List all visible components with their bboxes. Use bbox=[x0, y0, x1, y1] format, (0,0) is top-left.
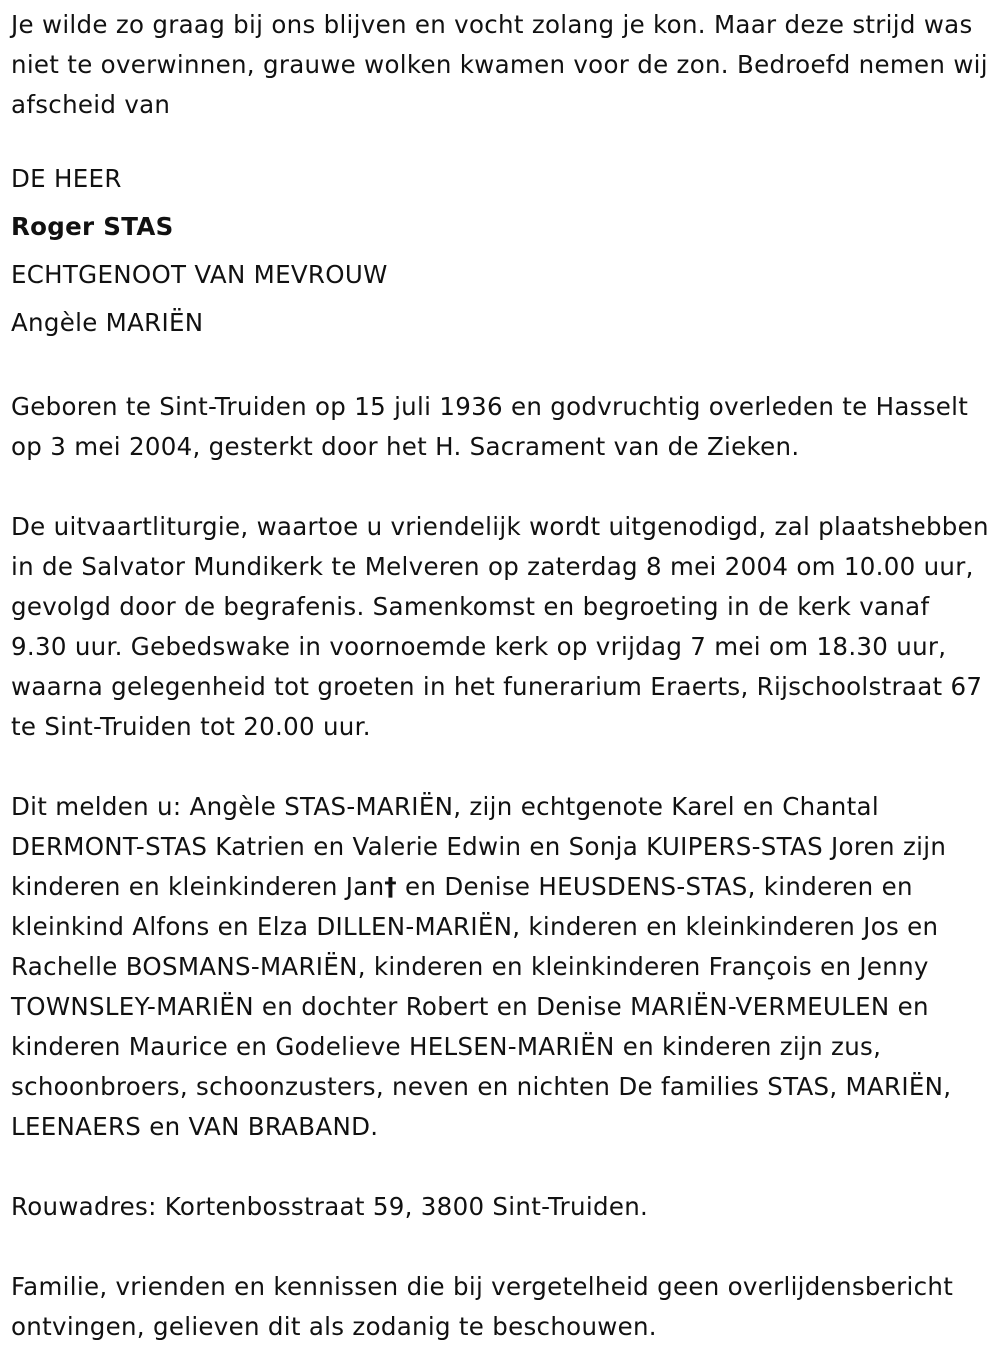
birth-death-paragraph: Geboren te Sint-Truiden op 15 juli 1936 en godvruchtig overleden te Hasselt op 3 mei 2004, gesterkt door het H. Sacrament van de Zieken. bbox=[11, 392, 969, 461]
closing-paragraph: Familie, vrienden en kennissen die bij vergetelheid geen overlijdensbericht ontvingen, gelieven dit als zodanig te beschouwen. bbox=[11, 1272, 954, 1341]
address-paragraph: Rouwadres: Kortenbosstraat 59, 3800 Sint-Truiden. bbox=[11, 1192, 649, 1221]
cross-icon: † bbox=[384, 872, 397, 901]
family-text-part1: Dit melden u: Angèle STAS-MARIËN, zijn echtgenote Karel en Chantal DERMONT-STAS Katrien en Valerie Edwin en Sonja KUIPERS-STAS Joren zijn kinderen en kleinkinderen Jan bbox=[11, 792, 947, 901]
intro-paragraph: Je wilde zo graag bij ons blijven en vocht zolang je kon. Maar deze strijd was niet te overwinnen, grauwe wolken kwamen voor de zon. Bedroefd nemen wij afscheid van bbox=[11, 10, 988, 119]
spouse-label: ECHTGENOOT VAN MEVROUW bbox=[11, 260, 388, 289]
deceased-name: Roger STAS bbox=[11, 212, 174, 241]
family-paragraph bbox=[11, 787, 991, 1147]
deceased-title: DE HEER bbox=[11, 164, 122, 193]
spouse-name: Angèle MARIËN bbox=[11, 308, 204, 337]
obituary-document bbox=[11, 5, 991, 1347]
family-text-part2: en Denise HEUSDENS-STAS, kinderen en kleinkind Alfons en Elza DILLEN-MARIËN, kinderen en kleinkinderen Jos en Rachelle BOSMANS-MARIËN, kinderen en kleinkinderen François en Jenny TOWNSLEY-MARIËN en dochter Robert en Denise MARIËN-VERMEULEN en kinderen Maurice en Godelieve HELSEN-MARIËN en kinderen zijn zus, schoonbroers, schoonzusters, neven en nichten De families STAS, MARIËN, LEENAERS en VAN BRABAND. bbox=[11, 872, 952, 1141]
deceased-block bbox=[11, 155, 991, 347]
funeral-paragraph: De uitvaartliturgie, waartoe u vriendelijk wordt uitgenodigd, zal plaatshebben in de Salvator Mundikerk te Melveren op zaterdag 8 mei 2004 om 10.00 uur, gevolgd door de begrafenis. Samenkomst en begroeting in de kerk vanaf 9.30 uur. Gebedswake in voornoemde kerk op vrijdag 7 mei om 18.30 uur, waarna gelegenheid tot groeten in het funerarium Eraerts, Rijschoolstraat 67 te Sint-Truiden tot 20.00 uur. bbox=[11, 512, 989, 741]
